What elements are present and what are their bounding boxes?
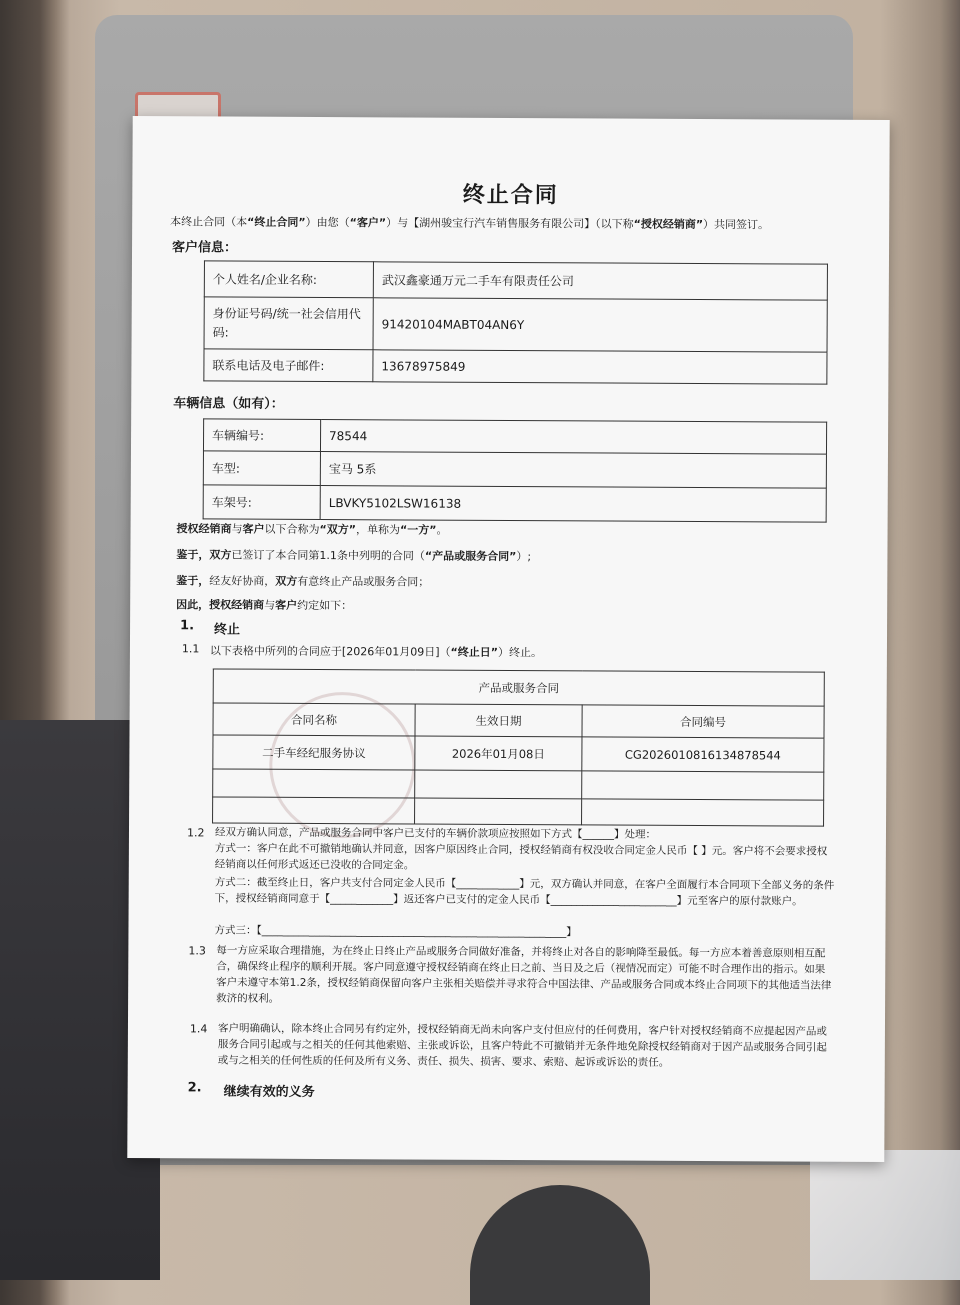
header-contract-number: 合同编号 — [582, 705, 824, 738]
clause-1-3-number: 1.3 — [188, 944, 206, 958]
contract-table-caption-row — [213, 669, 824, 706]
vehicle-label: 车辆编号: — [203, 419, 320, 452]
recital-bold: 客户 — [242, 522, 265, 536]
recital-text: 与 — [231, 522, 243, 536]
recital-text: ）; — [516, 550, 532, 564]
vehicle-value: 宝马 5系 — [320, 452, 826, 489]
contract-table-caption: 产品或服务合同 — [213, 669, 824, 706]
customer-value: 武汉鑫豪通万元二手车有限责任公司 — [373, 262, 827, 300]
clause-1-2: 经双方确认同意，产品或服务合同中客户已支付的车辆价款项应按照如下方式【______】处理： — [214, 826, 657, 841]
cell-contract-name — [213, 797, 415, 824]
cell-effective-date — [415, 798, 582, 825]
contract-table — [212, 668, 825, 826]
recital-text: 。 — [436, 523, 448, 537]
clause-1-2-option-3: 方式三：【__________________________________________________________】 — [214, 924, 577, 939]
clause-1-3: 每一方应采取合理措施，为在终止日终止产品或服务合同做好准备，并将终止对各自的影响降至最低。每一方应本着善意原则相互配合，确保终止程序的顺利开展。客户同意遵守授权经销商在终止日之前、当日及之后（视情况而定）可能不时合理作出的指示。如果客户未遵守本第1.2条，授权经销商保留向客户主张相关赔偿并寻求符合中国法律、产品或服务合同或本终止合同项下的其他适当法律救济的权利。 — [216, 944, 832, 1005]
intro-text-2: ）由您（ — [305, 215, 350, 230]
clause-text: 以下表格中所列的合同应于[2026年01月09日]（ — [209, 644, 451, 659]
recital-4 — [176, 596, 352, 613]
table-row — [213, 797, 824, 826]
recital-bold: “双方” — [319, 523, 357, 537]
vehicle-label: 车型: — [203, 451, 320, 486]
recital-text: 有意终止产品或服务合同； — [297, 574, 430, 589]
intro-bold-3: “授权经销商” — [633, 217, 704, 232]
clause-1-2-option-2: 方式二：截至终止日，客户共支付合同定金人民币【____________】元，双方确认并同意，在客户全面履行本合同项下全部义务的条件下，授权经销商同意于【____________】返还客户已支付的定金人民币【________________________】元至客户的原付款账户。 — [214, 876, 835, 908]
customer-value: 13678975849 — [373, 350, 827, 384]
customer-row — [204, 349, 827, 384]
recital-bold: 授权经销商 — [176, 522, 232, 536]
clause-1-4-number: 1.4 — [189, 1022, 208, 1036]
recital-text: 约定如下： — [297, 598, 353, 613]
plastic-bag — [810, 1150, 960, 1280]
customer-table — [203, 260, 828, 384]
clause-text: ）终止。 — [497, 645, 543, 660]
section-2-title: 继续有效的义务 — [223, 1084, 315, 1100]
vehicle-value: 78544 — [320, 420, 826, 455]
section-1-title: 终止 — [214, 622, 241, 638]
clause-1-2-number: 1.2 — [186, 826, 205, 840]
customer-value: 91420104MABT04AN6Y — [373, 298, 827, 352]
table-row — [213, 769, 824, 800]
section-2-number: 2. — [187, 1080, 202, 1096]
vehicle-label: 车架号: — [203, 485, 320, 520]
contract-paper — [127, 116, 889, 1162]
section-1-number: 1. — [180, 618, 195, 634]
intro-bold-2: “客户” — [349, 216, 387, 230]
cell-effective-date — [415, 770, 582, 799]
clause-1-4: 客户明确确认，除本终止合同另有约定外，授权经销商无尚未向客户支付但应付的任何费用，客户针对授权经销商不应提起因产品或服务合同引起或与之相关的任何其他索赔、主张或诉讼，且客户特此不可撤销并无条件地免除授权经销商对于因产品或服务合同引起或与之相关的任何性质的任何及所有义务、责任、损失、损害、要求、索赔、起诉或诉讼的责任。 — [217, 1022, 827, 1069]
vehicle-row — [203, 451, 826, 488]
cell-contract-number — [582, 771, 824, 800]
recital-3 — [176, 572, 429, 589]
customer-label: 个人姓名/企业名称: — [204, 261, 373, 298]
recital-bold: 鉴于，双方 — [176, 548, 232, 562]
intro-text-3: ）与【湖州骏宝行汽车销售服务有限公司】（以下称 — [386, 216, 634, 231]
clause-bold: “终止日” — [450, 645, 499, 659]
recital-text: 经友好协商， — [209, 574, 276, 588]
customer-row — [204, 297, 827, 352]
recital-text: ，单称为 — [356, 523, 401, 537]
recital-bold: “一方” — [400, 523, 437, 537]
document-title: 终止合同 — [462, 182, 559, 209]
cell-effective-date: 2026年01月08日 — [415, 736, 582, 771]
recital-2 — [176, 546, 531, 564]
intro-bold-1: “终止合同” — [247, 215, 306, 229]
vehicle-row — [203, 485, 826, 522]
cell-contract-number: CG202601081613487854​4 — [582, 737, 824, 772]
table-row — [213, 735, 824, 772]
header-effective-date: 生效日期 — [415, 704, 582, 737]
contract-table-header — [213, 703, 824, 738]
recital-bold: 鉴于， — [176, 574, 210, 588]
cell-contract-number — [582, 799, 824, 826]
intro-text-4: ）共同签订。 — [703, 218, 770, 232]
recital-text: 已签订了本合同第1.1条中列明的合同（ — [231, 548, 425, 563]
recital-text: 与 — [264, 598, 276, 612]
customer-heading: 客户信息： — [172, 240, 238, 256]
customer-row — [204, 261, 827, 300]
recital-1 — [177, 520, 448, 537]
recital-text: 以下合称为 — [264, 522, 320, 537]
clause-1-1 — [210, 642, 542, 660]
recital-bold: 双方 — [275, 574, 298, 588]
cell-contract-name: 二手车经纪服务协议 — [213, 735, 415, 770]
clause-1-2-option-1: 方式一：客户在此不可撤销地确认并同意，因客户原因终止合同，授权经销商有权没收合同定金人民币【 】元。客户将不会要求授权经销商以任何形式返还已没收的合同定金。 — [214, 842, 828, 872]
clause-1-1-number: 1.1 — [181, 642, 200, 656]
header-contract-name: 合同名称 — [213, 703, 415, 736]
customer-label: 身份证号码/统一社会信用代码: — [204, 297, 373, 350]
vehicle-row — [203, 419, 826, 454]
vehicle-value: LBVKY5102LSW16138 — [320, 486, 826, 523]
vehicle-table — [203, 418, 828, 522]
intro-text-1: 本终止合同（本 — [170, 215, 248, 229]
recital-bold: “产品或服务合同” — [424, 549, 517, 564]
recital-bold: 客户 — [275, 598, 298, 612]
vehicle-heading: 车辆信息（如有）： — [173, 396, 284, 412]
customer-label: 联系电话及电子邮件: — [204, 349, 373, 382]
cell-contract-name — [213, 769, 415, 798]
computer-mouse — [470, 1185, 650, 1305]
intro-line — [170, 213, 769, 232]
recital-bold: 因此，授权经销商 — [176, 598, 265, 612]
